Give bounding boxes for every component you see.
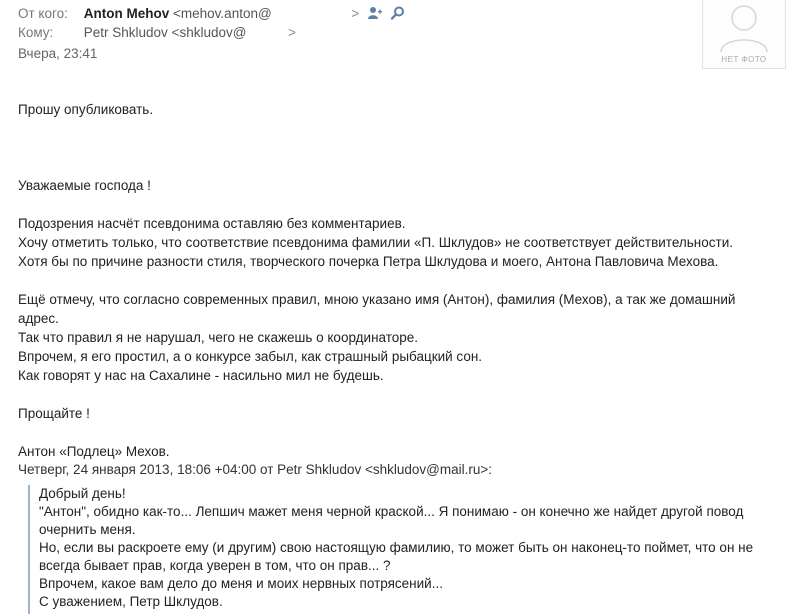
- quote-line: всегда бывает прав, когда уверен в том, что он прав... ?: [39, 558, 391, 573]
- body-line: Впрочем, я его простил, а о конкурсе забыл, как страшный рыбацкий сон.: [18, 349, 483, 364]
- from-row: [18, 6, 405, 23]
- to-row: [18, 25, 296, 40]
- body-line: Так что правил я не нарушал, чего не скажешь о координаторе.: [18, 330, 419, 345]
- to-label: Кому:: [18, 25, 54, 40]
- body-line: Хотя бы по причине разности стиля, творческого почерка Петра Шклудова и моего, Антона Павловича Мехова.: [18, 254, 719, 269]
- body-line: Подозрения насчёт псевдонима оставляю без комментариев.: [18, 216, 406, 231]
- sender-email[interactable]: <mehov.anton@: [173, 6, 272, 22]
- signature: Антон «Подлец» Мехов.: [18, 444, 170, 459]
- avatar: [702, 0, 786, 69]
- message-body: [18, 100, 788, 461]
- no-photo-silhouette-icon: [703, 0, 785, 54]
- message-header: [0, 0, 800, 68]
- quote-line: С уважением, Петр Шклудов.: [39, 594, 223, 609]
- body-line: Хочу отметить только, что соответствие псевдонима фамилии «П. Шклудов» не соответствует действительности.: [18, 235, 733, 250]
- add-contact-icon[interactable]: [367, 6, 383, 23]
- recipient[interactable]: Petr Shkludov <shkludov@: [83, 25, 247, 40]
- quote-line: "Антон", обидно как-то... Лепшич мажет меня черной краской... Я понимаю - он конечно же найдет другой повод: [39, 504, 744, 519]
- body-line: Прощайте !: [18, 406, 90, 421]
- body-line: адрес.: [18, 311, 59, 326]
- body-line: Ещё отмечу, что согласно современных правил, мною указано имя (Антон), фамилия (Мехов), а так же домашний: [18, 292, 736, 307]
- search-icon[interactable]: [391, 6, 405, 23]
- sender-name[interactable]: Anton Mehov: [83, 6, 170, 22]
- quote-line: Впрочем, какое вам дело до меня и моих нервных потрясений...: [39, 576, 443, 591]
- sender-expand-chevron[interactable]: >: [351, 6, 360, 22]
- avatar-label: НЕТ ФОТО: [721, 55, 767, 64]
- quote-header: Четверг, 24 января 2013, 18:06 +04:00 от Petr Shkludov <shkludov@mail.ru>:: [18, 462, 492, 477]
- body-line: Прошу опубликовать.: [18, 102, 154, 117]
- message-date: Вчера, 23:41: [18, 46, 98, 61]
- body-line: Уважаемые господа !: [18, 178, 151, 193]
- quote-line: Добрый день!: [39, 486, 126, 501]
- from-label: От кого:: [18, 6, 68, 22]
- quoted-message: [28, 485, 799, 614]
- body-line: Как говорят у нас на Сахалине - насильно мил не будешь.: [18, 368, 384, 383]
- quote-line: Но, если вы раскроете ему (и другим) свою настоящую фамилию, то может быть он наконец-то поймет, что он не: [39, 540, 754, 555]
- recipient-expand-chevron[interactable]: >: [287, 25, 296, 40]
- quote-line: очернить меня.: [39, 522, 136, 537]
